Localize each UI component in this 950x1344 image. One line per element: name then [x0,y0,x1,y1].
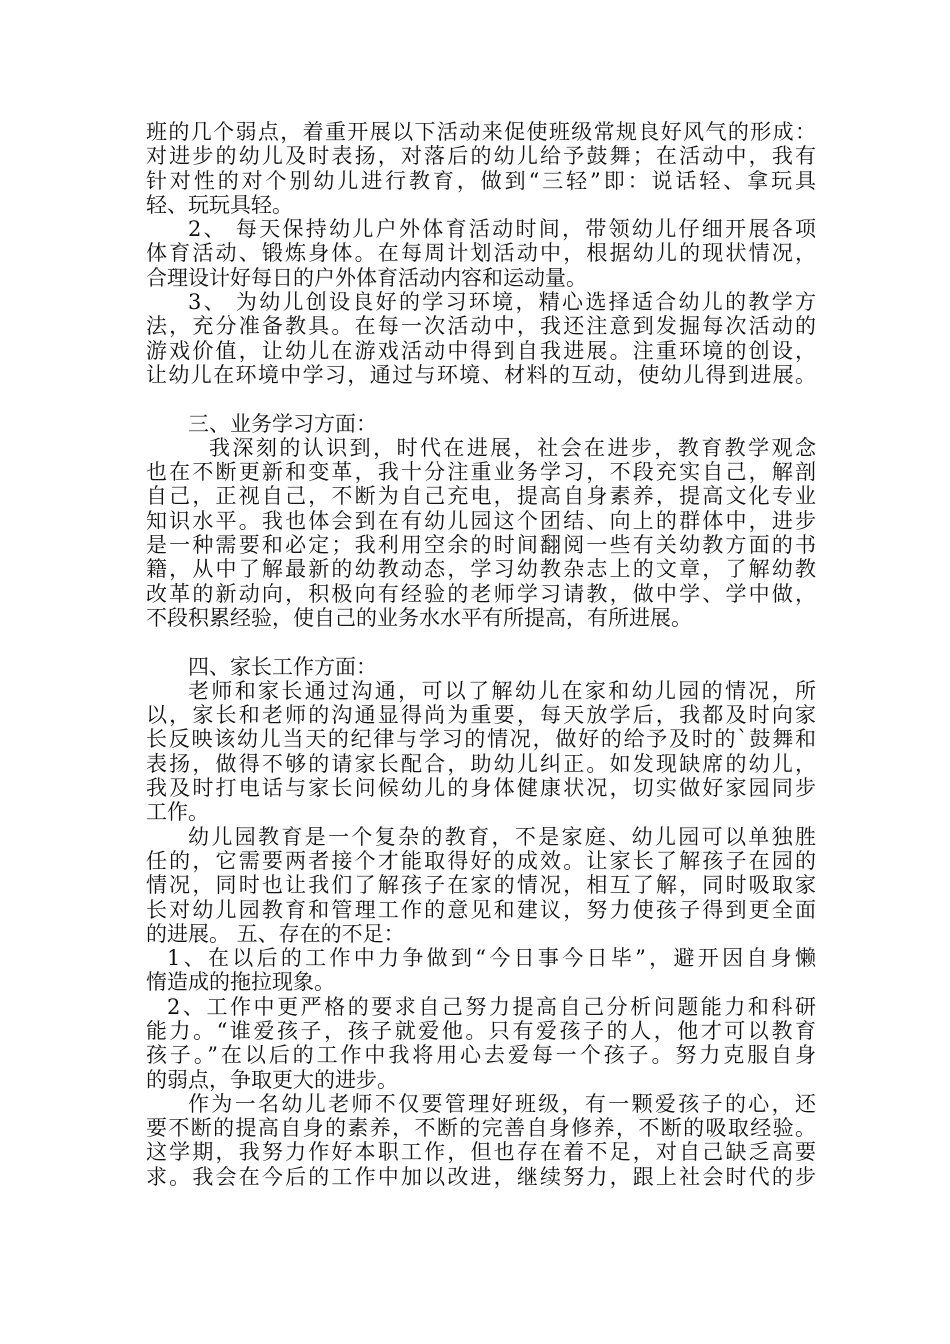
text-line: 自己，正视自己，不断为自己充电，提高自身素养，提高文化专业 [146,484,816,509]
text-line: 工作。 [146,800,209,825]
text-line: 班的几个弱点，着重开展以下活动来促使班级常规良好风气的形成： [146,120,816,144]
text-line: 是一种需要和必定；我利用空余的时间翻阅一些有关幼教方面的书 [146,533,816,558]
blank-line [146,630,816,654]
text-line: 体育活动、锻炼身体。在每周计划活动中，根据幼儿的现状情况， [146,241,816,266]
text-line: 的进展。 五、存在的不足： [146,921,405,946]
text-line: 幼儿园教育是一个复杂的教育，不是家庭、幼儿园可以单独胜 [188,824,816,849]
text-line: 改革的新动向，积极向有经验的老师学习请教，做中学、学中做， [146,581,816,606]
text-line: 轻、玩玩具轻。 [146,192,293,217]
text-line: 长对幼儿园教育和管理工作的意见和建议，努力使孩子得到更全面 [146,897,816,922]
text-line: 让幼儿在环境中学习，通过与环境、材料的互动，使幼儿得到进展。 [146,362,816,387]
text-line: 1、在以后的工作中力争做到“今日事今日毕”，避开因自身懒 [167,946,816,971]
text-line: 合理设计好每日的户外体育活动内容和运动量。 [146,265,587,290]
text-line: 情况，同时也让我们了解孩子在家的情况，相互了解，同时吸取家 [146,873,816,898]
text-line: 我深刻的认识到，时代在进展，社会在进步，教育教学观念 [209,435,816,460]
blank-line [146,387,816,411]
text-line: 对进步的幼儿及时表扬，对落后的幼儿给予鼓舞；在活动中，我有 [146,144,816,169]
text-line: 惰造成的拖拉现象。 [146,970,335,995]
text-line: 游戏价值，让幼儿在游戏活动中得到自我进展。注重环境的创设， [146,338,816,363]
text-line: 我及时打电话与家长问候幼儿的身体健康状况，切实做好家园同步 [146,776,816,801]
section-heading: 三、业务学习方面： [188,411,377,436]
text-line: 孩子。”在以后的工作中我将用心去爱每一个孩子。努力克服自身 [146,1043,816,1068]
text-line: 任的，它需要两者接个才能取得好的成效。让家长了解孩子在园的 [146,848,816,873]
text-line: 求。我会在今后的工作中加以改进，继续努力，跟上社会时代的步 [146,1164,816,1189]
text-line: 知识水平。我也体会到在有幼儿园这个团结、向上的群体中，进步 [146,508,816,533]
text-line: 作为一名幼儿老师不仅要管理好班级，有一颗爱孩子的心，还 [188,1091,816,1116]
text-line: 2、 每天保持幼儿户外体育活动时间，带领幼儿仔细开展各项 [188,217,816,242]
text-line: 长反映该幼儿当天的纪律与学习的情况，做好的给予及时的`鼓舞和 [146,727,816,752]
text-line: 老师和家长通过沟通，可以了解幼儿在家和幼儿园的情况，所 [188,678,816,703]
text-line: 要不断的提高自身的素养，不断的完善自身修养，不断的吸取经验。 [146,1116,816,1141]
text-line: 法，充分准备教具。在每一次活动中，我还注意到发掘每次活动的 [146,314,816,339]
text-line: 3、 为幼儿创设良好的学习环境，精心选择适合幼儿的教学方 [188,290,816,315]
text-line: 能力。“谁爱孩子，孩子就爱他。只有爱孩子的人，他才可以教育 [146,1018,816,1043]
text-line: 不段积累经验，使自己的业务水水平有所提高，有所进展。 [146,605,692,630]
text-line: 2、工作中更严格的要求自己努力提高自己分析问题能力和科研 [167,994,816,1019]
text-line: 这学期，我努力作好本职工作，但也存在着不足，对自己缺乏高要 [146,1140,816,1165]
text-line: 表扬，做得不够的请家长配合，助幼儿纠正。如发现缺席的幼儿， [146,751,816,776]
text-line: 也在不断更新和变革，我十分注重业务学习，不段充实自己，解剖 [146,460,816,485]
text-line: 籍，从中了解最新的幼教动态，学习幼教杂志上的文章，了解幼教 [146,557,816,582]
text-line: 的弱点，争取更大的进步。 [146,1067,398,1092]
text-line: 以，家长和老师的沟通显得尚为重要，每天放学后，我都及时向家 [146,703,816,728]
text-line: 针对性的对个别幼儿进行教育，做到“三轻”即：说话轻、拿玩具 [146,168,816,193]
section-heading: 四、家长工作方面： [188,654,377,679]
document-body [146,120,816,1189]
